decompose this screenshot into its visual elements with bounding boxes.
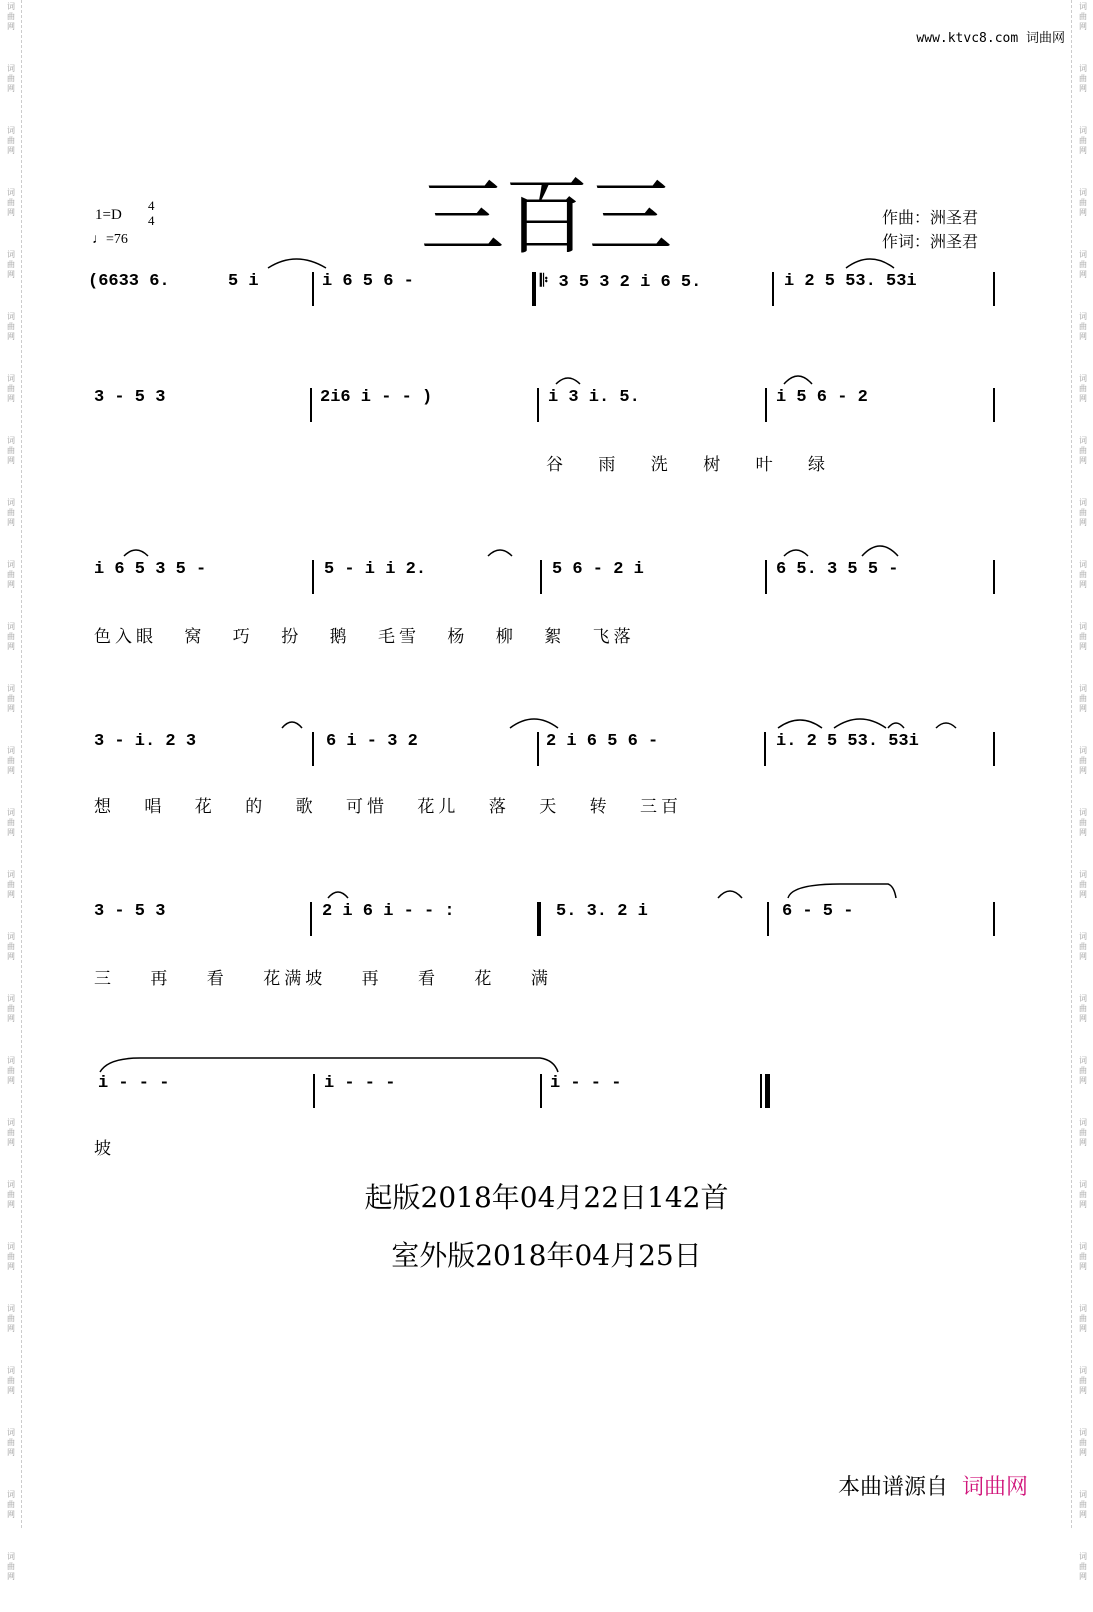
- measure: 6 i - 3 2: [326, 732, 418, 751]
- slur: [936, 723, 956, 728]
- side-watermark-text: 词 曲 网: [7, 870, 15, 899]
- slur: [328, 892, 348, 898]
- side-watermark-text: 词 曲 网: [1079, 126, 1087, 155]
- side-watermark-text: 词 曲 网: [1079, 1366, 1087, 1395]
- measure: i 6 5 3 5 -: [94, 560, 207, 579]
- side-watermark-text: 词 曲 网: [1079, 994, 1087, 1023]
- side-watermark-text: 词 曲 网: [7, 994, 15, 1023]
- site-url[interactable]: www.ktvc8.com 词曲网: [916, 31, 1065, 46]
- side-watermark-text: 词 曲 网: [1079, 1428, 1087, 1457]
- side-watermark-text: 词 曲 网: [7, 1366, 15, 1395]
- measure: i 2 5 53. 53i: [784, 272, 917, 291]
- side-watermark-text: 词 曲 网: [1079, 560, 1087, 589]
- side-watermark-text: 词 曲 网: [7, 1056, 15, 1085]
- measure: i 6 5 6 -: [322, 272, 414, 291]
- side-watermark-text: 词 曲 网: [7, 64, 15, 93]
- slur: [784, 550, 808, 556]
- side-watermark-text: 词 曲 网: [1079, 1552, 1087, 1581]
- side-watermark-text: 词 曲 网: [1079, 1180, 1087, 1209]
- side-watermark-text: 词 曲 网: [7, 932, 15, 961]
- slur: [778, 720, 822, 728]
- slur: [282, 722, 302, 728]
- slur: [888, 723, 904, 728]
- side-watermark-text: 词 曲 网: [7, 126, 15, 155]
- side-watermark-text: 词 曲 网: [1079, 808, 1087, 837]
- measure: 3 - 5 3: [94, 388, 166, 407]
- measure: 5 6 - 2 i: [552, 560, 644, 579]
- side-watermark-text: 词 曲 网: [1079, 1242, 1087, 1271]
- song-title: 三百三: [420, 168, 673, 266]
- side-watermark-text: 词 曲 网: [1079, 622, 1087, 651]
- side-watermark-text: 词 曲 网: [7, 374, 15, 403]
- side-watermark-text: 词 曲 网: [1079, 312, 1087, 341]
- lyricist: 作词：洲圣君: [882, 232, 979, 251]
- slur: [718, 891, 742, 898]
- side-watermark-text: 词 曲 网: [1079, 2, 1087, 31]
- measure: i - - -: [324, 1074, 396, 1093]
- measure: 5 i: [228, 272, 259, 291]
- measure: 2 i 6 i - - :: [322, 902, 455, 921]
- side-watermark-text: 词 曲 网: [7, 2, 15, 31]
- side-watermark-text: 词 曲 网: [7, 1552, 15, 1581]
- measure: 𝄆 3 5 3 2 i 6 5.: [540, 273, 702, 292]
- side-watermark-text: 词 曲 网: [7, 1118, 15, 1147]
- slur: [488, 550, 512, 556]
- side-watermark-text: 词 曲 网: [1079, 932, 1087, 961]
- measure: i 3 i. 5.: [548, 388, 640, 407]
- side-watermark-text: 词 曲 网: [1079, 1304, 1087, 1333]
- lyrics-row-3: 色入眼 窝 巧 扮 鹅 毛雪 杨 柳 絮 飞落: [94, 627, 635, 647]
- side-watermark-text: 词 曲 网: [7, 1490, 15, 1519]
- measure: i - - -: [98, 1074, 170, 1093]
- lyrics-row-6: 坡: [94, 1139, 115, 1159]
- side-watermark-text: 词 曲 网: [7, 622, 15, 651]
- source-credit: [838, 1470, 1028, 1501]
- slur: [268, 259, 326, 268]
- side-watermark-text: 词 曲 网: [1079, 436, 1087, 465]
- side-watermark-text: 词 曲 网: [7, 1180, 15, 1209]
- side-watermark-text: 词 曲 网: [1079, 374, 1087, 403]
- side-watermark-text: 词 曲 网: [1079, 684, 1087, 713]
- footer-line-2: 室外版2018年04月25日: [391, 1239, 702, 1272]
- side-watermark-text: 词 曲 网: [7, 1304, 15, 1333]
- slur: [510, 719, 558, 728]
- lyrics-row-4: 想 唱 花 的 歌 可惜 花儿 落 天 转 三百: [94, 797, 683, 817]
- key-signature: 1=D: [95, 207, 122, 223]
- side-watermark-text: 词 曲 网: [1079, 188, 1087, 217]
- time-signature-top: 4: [148, 198, 155, 213]
- slur: [124, 550, 148, 556]
- side-watermark-text: 词 曲 网: [7, 746, 15, 775]
- measure: 2 i 6 5 6 -: [546, 732, 659, 751]
- side-watermark-text: 词 曲 网: [7, 808, 15, 837]
- measure: i - - -: [550, 1074, 622, 1093]
- tempo-mark: ♩=76: [92, 232, 128, 247]
- side-watermark-text: 词 曲 网: [1079, 870, 1087, 899]
- side-watermark-text: 词 曲 网: [7, 312, 15, 341]
- footer-line-1: 起版2018年04月22日142首: [364, 1181, 729, 1214]
- side-watermark-text: 词 曲 网: [7, 684, 15, 713]
- measure: (6633 6.: [88, 272, 170, 291]
- side-watermark-text: 词 曲 网: [1079, 1056, 1087, 1085]
- slur: [784, 376, 812, 384]
- source-brand-link[interactable]: 词曲网: [962, 1475, 1029, 1500]
- side-watermark-text: 词 曲 网: [7, 436, 15, 465]
- side-watermark-text: 词 曲 网: [1079, 1118, 1087, 1147]
- side-watermark-text: 词 曲 网: [7, 188, 15, 217]
- side-watermark-text: 词 曲 网: [7, 560, 15, 589]
- side-watermark-text: 词 曲 网: [7, 498, 15, 527]
- side-watermark-text: 词 曲 网: [7, 250, 15, 279]
- measure: 2i6 i - - ): [320, 388, 433, 407]
- tie: [100, 1058, 558, 1072]
- measure: 6 - 5 -: [782, 902, 854, 921]
- measure: 5. 3. 2 i: [556, 902, 648, 921]
- measure: i 5 6 - 2: [776, 388, 868, 407]
- side-watermark-text: 词 曲 网: [1079, 746, 1087, 775]
- side-watermark-text: 词 曲 网: [1079, 64, 1087, 93]
- lyrics-row-5: 三 再 看 花满坡 再 看 花 满: [94, 969, 552, 989]
- side-watermark-text: 词 曲 网: [1079, 498, 1087, 527]
- side-watermark-text: 词 曲 网: [7, 1242, 15, 1271]
- side-watermark-text: 词 曲 网: [7, 1428, 15, 1457]
- slur: [556, 378, 580, 384]
- measure: 3 - 5 3: [94, 902, 166, 921]
- slur: [846, 259, 894, 268]
- composer: 作曲：洲圣君: [882, 208, 979, 227]
- lyrics-row-2: 谷 雨 洗 树 叶 绿: [546, 455, 830, 475]
- measure: i. 2 5 53. 53i: [776, 732, 919, 751]
- slur: [788, 884, 896, 898]
- measure: 6 5. 3 5 5 -: [776, 560, 899, 579]
- source-label: 本曲谱源自: [838, 1475, 949, 1500]
- slur: [834, 719, 886, 728]
- measure: 3 - i. 2 3: [94, 732, 197, 751]
- slur: [862, 546, 898, 556]
- measure: 5 - i i 2.: [324, 560, 427, 579]
- side-watermark-text: 词 曲 网: [1079, 1490, 1087, 1519]
- time-signature-bottom: 4: [148, 213, 155, 228]
- side-watermark-text: 词 曲 网: [1079, 250, 1087, 279]
